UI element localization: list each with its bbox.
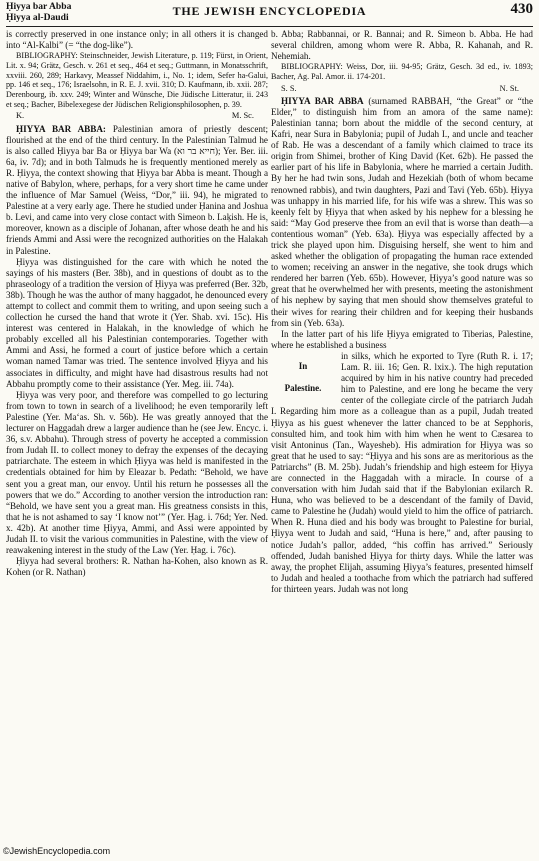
left-column — [6, 29, 268, 578]
article-paragraph — [6, 124, 268, 257]
article-paragraph: In the latter part of his life Ḥiyya emigrated to Tiberias, Palestine, where he established a business — [271, 328, 533, 350]
publication-title: THE JEWISH ENCYCLOPEDIA — [172, 4, 367, 18]
side-heading-line: In — [298, 360, 308, 371]
article-paragraph — [271, 96, 533, 329]
page-header — [6, 0, 533, 27]
page-number: 430 — [510, 1, 533, 17]
article-paragraph: Ḥiyya was very poor, and therefore was compelled to go lecturing from town to town in search of a livelihood; he even temporarily left Palestine (Yer. Ma‘as. Sh. v. 56b). He was greatly annoyed that the lecturer on Haggadah drew a larger audience than he (see Jew. Encyc. i. 36, s.v. Abbahu). Through stress of poverty he accepted a commission from Judah II. to collect money to defray the expenses of the decaying patriarchate. The esteem in which Ḥiyya was held is manifested in the credentials obtained for him by Eleazar b. Pedath: “Behold, we have sent you a great man, our envoy. Until his return he possesses all the powers that we do.” According to another version the introduction ran: “Behold, we have sent you a great man. His greatness consists in this, that he is not ashamed to say ‘I know not’” (Yer. Ḥag. i. 76d; Yer. Ned. x. 42b). At another time Ḥiyya, Ammi, and Assi were appointed by Judah II. to visit the various communities in Palestine, with the view of reawakening interest in the study of the Law (Yer. Ḥag. i. 76c). — [6, 389, 268, 556]
bibliography: BIBLIOGRAPHY: Steinschneider, Jewish Literature, p. 119; Fürst, in Orient, Lit. x. 94; Grätz, Gesch. v. 261 et seq., 464 et seq.; Guttmann, in Monatsschrift, xxviii. 260, 289; Harkavy, Meassef Niddahim, i., No. 1; idem, Sefer ha-Galui, pp. 146 et seq., 176; Israelsohn, in R. E. J. xvii. 310; D. Kaufmann, ib. xxii. 287; Derenbourg, ib. xxv. 249; Winter and Wünsche, Die Jüdische Litteratur, ii. 243 et seq.; Bacher, Bibelexegese der Jüdischen Religionsphilosophen, p. 39. — [6, 51, 268, 109]
side-heading — [271, 355, 335, 399]
article-text: (surnamed RABBAH, “the Great” or “the Elder,” to distinguish him from an amora of the same name): Palestinian tanna; born about the middle of the second century, at Kafri, near Sura in Babylonia; pupil of Judah I., and uncle and teacher of Rab. He was a descendant of a family which claimed to trace its origin from Shimei, brother of King David (Ket. 62b). He passed the earlier part of his life in Babylonia, where he married a certain Judith. By her he had twin sons, Judah and Hezekiah (both of whom became renowned rabbis), and twin daughters, Pazi and Tavi (Yeb. 65b). Ḥiyya was unhappy in his married life, for his wife was a shrew. This was so keenly felt by Ḥiyya that when asked by his nephew for a blessing he said: “May God preserve thee from an evil that is worse than death—a contentious woman” (Yeb. 63a). Ḥiyya was especially affected by a trick she played upon him. Disguising herself, she went to him and asked whether the obligation of propagating the human race extended to women; receiving an answer in the negative, she took drugs which rendered her barren (Yeb. 65b). However, Ḥiyya’s good nature was so great that he overwhelmed her with presents, meeting the astonishment of his nephew by saying that men should show themselves grateful to their wives for rearing their children and for keeping their husbands from sin (Yeb. 63a). — [271, 95, 533, 328]
article-paragraph: in silks, which he exported to Tyre (Ruth R. i. 17; Lam. R. iii. 16; Gen. R. lxix.). The high reputation acquired by him in his native country had preceded him to Palestine, and ere long he became the very center of the collegiate circle of the patriarch Judah I. Regarding him more as a colleague than as a pupil, Judah treated Ḥiyya as his guest whenever the latter chanced to be at Sepphoris, consulted him, and took him with him when he went to Cæsarea to visit Antoninus (Tan., Wayesheb). His admiration for Ḥiyya was so great that he used to say: “Ḥiyya and his sons are as meritorious as the Patriarchs” (B. M. 25b). Judah’s friendship and high esteem for Ḥiyya are connected in the Haggadah with a miracle. In course of a conversation with him Judah said that if the Babylonian exilarch R. Huna, who was believed to be a descendant of the family of David, came to Palestine he (Judah) would yield to him the office of patriarch. When R. Huna died and his body was brought to Palestine for burial, Ḥiyya went to Judah and said, “Huna is here,” and, after pausing to notice Judah’s pallor, added, “his coffin has arrived.” Seriously offended, Judah banished Ḥiyya for thirty days. While the latter was away, the prophet Elijah, assuming Ḥiyya’s features, presented himself to Judah and healed a toothache from which the patriarch had suffered for thirteen years. Judah was not long — [271, 350, 533, 594]
running-head-first: Ḥiyya bar Abba — [6, 1, 72, 12]
copyright-watermark: ©JewishEncyclopedia.com — [0, 846, 113, 856]
author-initials: N. St. — [499, 83, 519, 93]
running-head-last: Ḥiyya al-Daudi — [6, 12, 69, 23]
side-heading-line: Palestine. — [284, 382, 322, 393]
article-paragraph: Ḥiyya had several brothers: R. Nathan ha-Kohen, also known as R. Kohen (or R. Nathan) — [6, 556, 268, 578]
signature-line — [271, 83, 533, 94]
bibliography: BIBLIOGRAPHY: Weiss, Dor, iii. 94-95; Grätz, Gesch. 3d ed., iv. 1893; Bacher, Ag. Pal. Amor. ii. 174-201. — [271, 62, 533, 81]
paragraph-continuation: is correctly preserved in one instance only; in all others it is changed into “Al-Kalbi” (= “the dog-like”). — [6, 29, 268, 51]
editor-initials: K. — [16, 111, 25, 121]
author-initials: M. Sc. — [231, 111, 254, 121]
signature-line — [6, 110, 268, 121]
article-paragraph: Ḥiyya was distinguished for the care with which he noted the sayings of his masters (Ber. 38b), and in questions of doubt as to the phraseology of a tradition the version of Ḥiyya was preferred (Ber. 32b, 38b). Though he was the author of many haggadot, he denounced every attempt to collect and commit them to writing, and upon seeing such a collection he cursed the hand that wrote it (Yer. Shab. xvi. 15c). His interest was centered in Halakah, in the knowledge of which he probably excelled all his Palestinian contemporaries. Together with Ammi and Assi, he formed a court of justice before which a certain woman named Tamar was tried. The sentence involved Ḥiyya and his associates in difficulty, and might have had disastrous results had not Abbahu promptly come to their assistance (Yer. Meg. iii. 74a). — [6, 256, 268, 389]
article-title: ḤIYYA BAR ABBA: — [16, 123, 106, 134]
article-text: Palestinian amora of priestly descent; flourished at the end of the third century. In the Palestinian Talmud he is also called Ḥiyya bar Ba or Ḥiyya bar Wa (חייא בר וא); Yer. Ber. iii. 6a, iv. 7d); and in both Talmuds he is frequently mentioned merely as R. Ḥiyya, the context showing that Ḥiyya bar Abba is meant. Though a native of Babylon, where, perhaps, for a very short time he came under the influence of Mar Samuel (Weiss, “Dor,” iii. 94), he migrated to Palestine at a very early age. There he studied under Ḥanina and Joshua b. Levi, and came into very close contact with Simeon b. Laḳish. He is, moreover, known as a disciple of Johanan, after whose death he and his friends Ammi and Assi were the recognized authorities on the Halakah in Palestine. — [6, 123, 269, 256]
article-title: ḤIYYA BAR ABBA — [281, 95, 364, 106]
editor-initials: S. S. — [281, 83, 297, 93]
right-column — [271, 29, 533, 595]
paragraph-continuation: b. Abba; Rabbannai, or R. Bannai; and R. Simeon b. Abba. He had several children, among whom were R. Abba, R. Kahanah, and R. Nehemiah. — [271, 29, 533, 62]
